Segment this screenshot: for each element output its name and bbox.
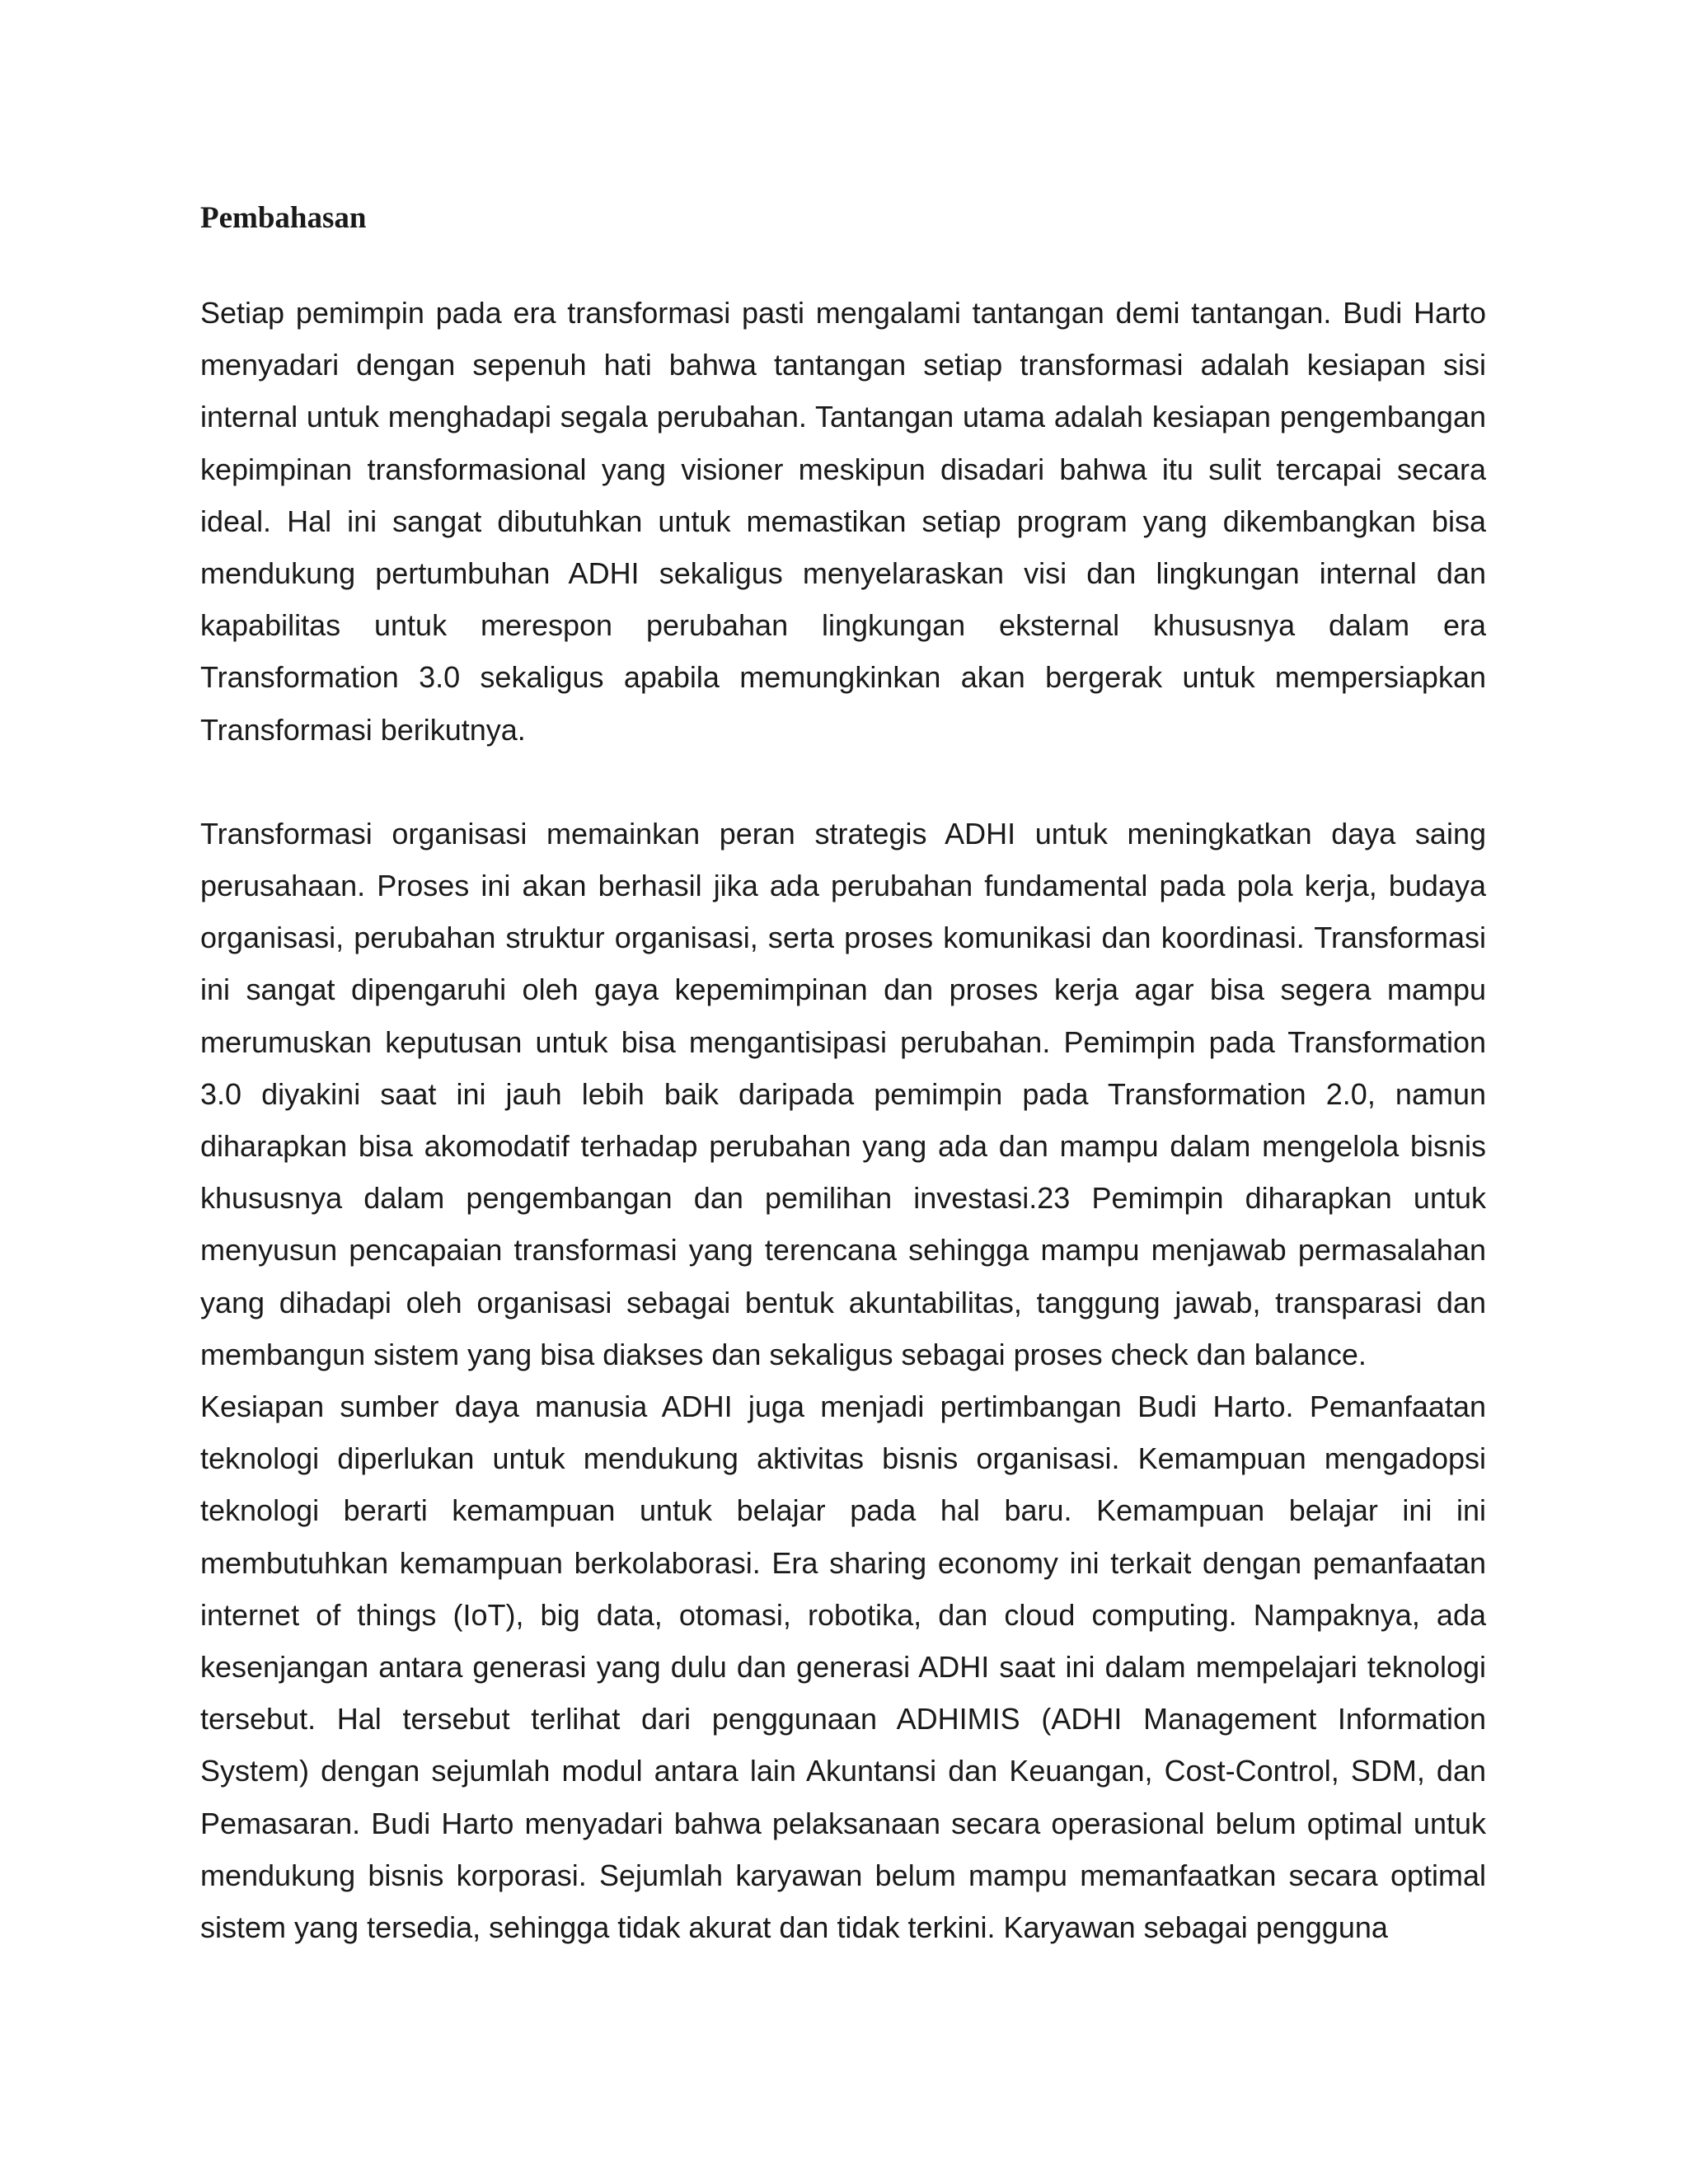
- section-heading: Pembahasan: [200, 201, 367, 235]
- paragraph-2: Transformasi organisasi memainkan peran strategis ADHI untuk meningkatkan daya saing perusahaan. Proses ini akan berhasil jika ada perubahan fundamental pada pola kerja, budaya organisasi, perubahan struktur organisasi, serta proses komunikasi dan koordinasi. Transformasi ini sangat dipengaruhi oleh gaya kepemimpinan dan proses kerja agar bisa segera mampu merumuskan keputusan untuk bisa mengantisipasi perubahan. Pemimpin pada Transformation 3.0 diyakini saat ini jauh lebih baik daripada pemimpin pada Transformation 2.0, namun diharapkan bisa akomodatif terhadap perubahan yang ada dan mampu dalam mengelola bisnis khususnya dalam pengembangan dan pemilihan investasi.23 Pemimpin diharapkan untuk menyusun pencapaian transformasi yang terencana sehingga mampu menjawab permasalahan yang dihadapi oleh organisasi sebagai bentuk akuntabilitas, tanggung jawab, transparasi dan membangun sistem yang bisa diakses dan sekaligus sebagai proses check dan balance.: [200, 816, 1486, 1371]
- paragraph-1: Setiap pemimpin pada era transformasi pasti mengalami tantangan demi tantangan. Budi Harto menyadari dengan sepenuh hati bahwa tantangan setiap transformasi adalah kesiapan sisi internal untuk menghadapi segala perubahan. Tantangan utama adalah kesiapan pengembangan kepimpinan transformasional yang visioner meskipun disadari bahwa itu sulit tercapai secara ideal. Hal ini sangat dibutuhkan untuk memastikan setiap program yang dikembangkan bisa mendukung pertumbuhan ADHI sekaligus menyelaraskan visi dan lingkungan internal dan kapabilitas untuk merespon perubahan lingkungan eksternal khususnya dalam era Transformation 3.0 sekaligus apabila memungkinkan akan bergerak untuk mempersiapkan Transformasi berikutnya.: [200, 296, 1486, 747]
- document-body: [200, 194, 1486, 1953]
- paragraph-3: Kesiapan sumber daya manusia ADHI juga menjadi pertimbangan Budi Harto. Pemanfaatan teknologi diperlukan untuk mendukung aktivitas bisnis organisasi. Kemampuan mengadopsi teknologi berarti kemampuan untuk belajar pada hal baru. Kemampuan belajar ini ini membutuhkan kemampuan berkolaborasi. Era sharing economy ini terkait dengan pemanfaatan internet of things (IoT), big data, otomasi, robotika, dan cloud computing. Nampaknya, ada kesenjangan antara generasi yang dulu dan generasi ADHI saat ini dalam mempelajari teknologi tersebut. Hal tersebut terlihat dari penggunaan ADHIMIS (ADHI Management Information System) dengan sejumlah modul antara lain Akuntansi dan Keuangan, Cost-Control, SDM, dan Pemasaran. Budi Harto menyadari bahwa pelaksanaan secara operasional belum optimal untuk mendukung bisnis korporasi. Sejumlah karyawan belum mampu memanfaatkan secara optimal sistem yang tersedia, sehingga tidak akurat dan tidak terkini. Karyawan sebagai pengguna: [200, 1390, 1486, 1945]
